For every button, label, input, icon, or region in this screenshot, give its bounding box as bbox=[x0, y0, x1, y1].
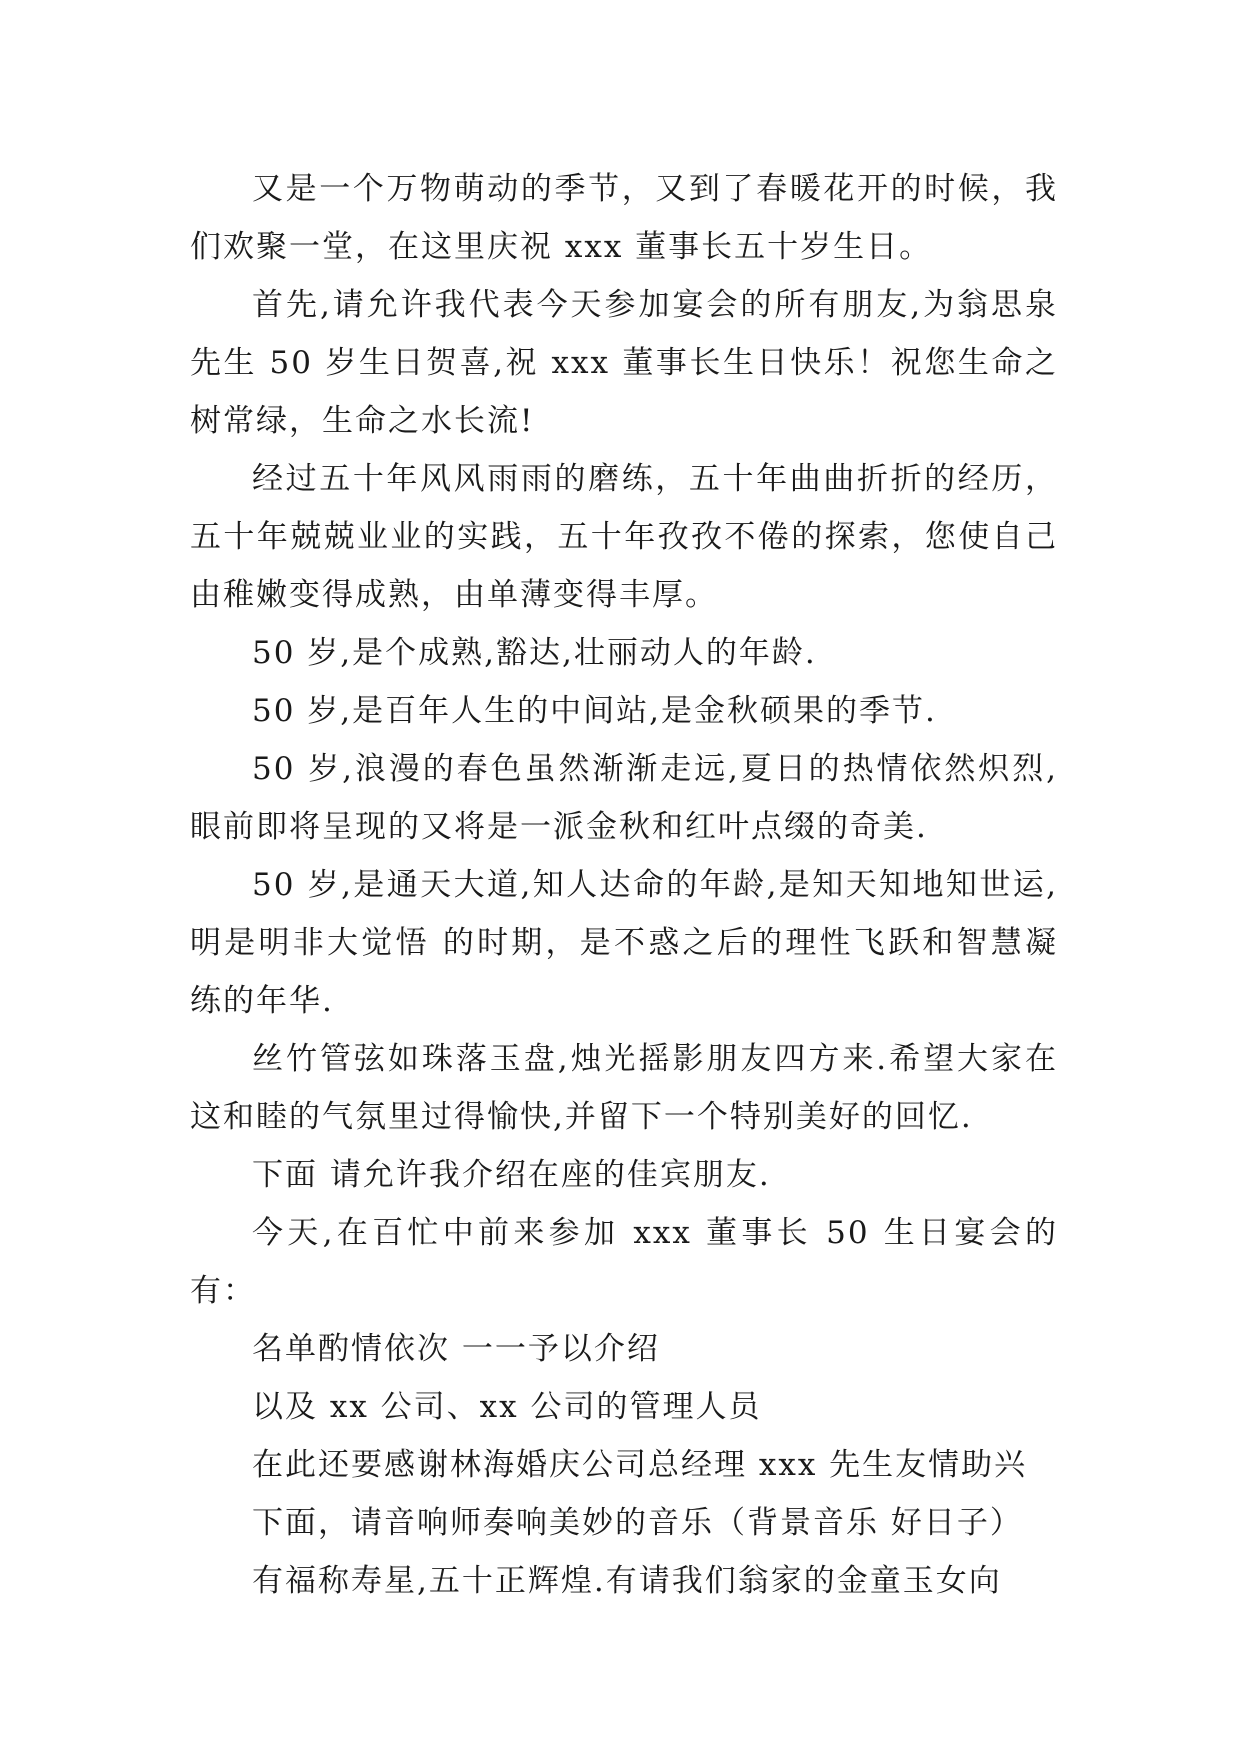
paragraph-music: 丝竹管弦如珠落玉盘,烛光摇影朋友四方来.希望大家在这和睦的气氛里过得愉快,并留下一个特别美好的回忆. bbox=[190, 1041, 1058, 1135]
paragraph-fifty-years: 经过五十年风风雨雨的磨练，五十年曲曲折折的经历，五十年兢兢业业的实践，五十年孜孜不倦的探索，您使自己由稚嫩变得成熟，由单薄变得丰厚。 bbox=[190, 461, 1058, 613]
paragraph-background-music: 下面，请音响师奏响美妙的音乐（背景音乐 好日子） bbox=[252, 1505, 1023, 1541]
paragraph-age-wisdom: 50 岁,是通天大道,知人达命的年龄,是知天知地知世运,明是明非大觉悟 的时期，是不惑之后的理性飞跃和智慧凝练的年华. bbox=[190, 867, 1058, 1019]
paragraph-opening: 又是一个万物萌动的季节，又到了春暖花开的时候，我们欢聚一堂，在这里庆祝 xxx 董事长五十岁生日。 bbox=[190, 171, 1058, 265]
document-body bbox=[190, 160, 1058, 1610]
paragraph-introduce-guests: 下面 请允许我介绍在座的佳宾朋友. bbox=[252, 1157, 771, 1193]
paragraph-age-mature: 50 岁,是个成熟,豁达,壮丽动人的年龄. bbox=[252, 635, 817, 671]
paragraph-thanks: 在此还要感谢林海婚庆公司总经理 xxx 先生友情助兴 bbox=[252, 1447, 1028, 1483]
paragraph-age-midway: 50 岁,是百年人生的中间站,是金秋硕果的季节. bbox=[252, 693, 937, 729]
paragraph-attendees: 今天,在百忙中前来参加 xxx 董事长 50 生日宴会的有： bbox=[190, 1215, 1058, 1309]
paragraph-companies: 以及 xx 公司、xx 公司的管理人员 bbox=[252, 1389, 762, 1425]
paragraph-birthday-star: 有福称寿星,五十正辉煌.有请我们翁家的金童玉女向 bbox=[252, 1563, 1002, 1599]
paragraph-greeting: 首先,请允许我代表今天参加宴会的所有朋友,为翁思泉先生 50 岁生日贺喜,祝 xxx 董事长生日快乐！祝您生命之树常绿，生命之水长流! bbox=[190, 287, 1058, 439]
paragraph-age-autumn: 50 岁,浪漫的春色虽然渐渐走远,夏日的热情依然炽烈,眼前即将呈现的又将是一派金秋和红叶点缀的奇美. bbox=[190, 751, 1058, 845]
paragraph-name-list: 名单酌情依次 一一予以介绍 bbox=[252, 1331, 660, 1367]
